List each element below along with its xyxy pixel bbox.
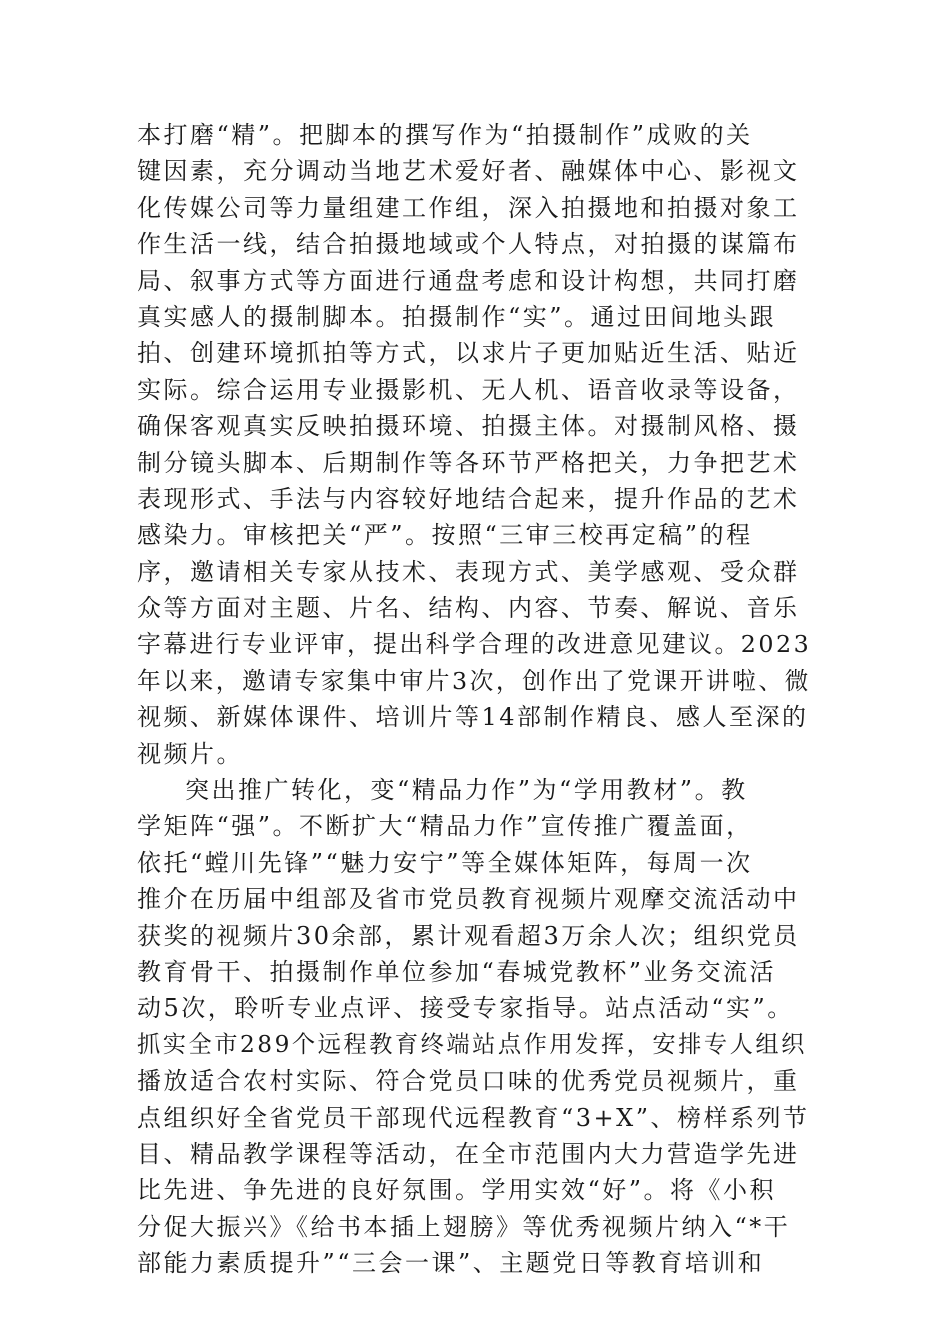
text-line: 键因素，充分调动当地艺术爱好者、融媒体中心、影视文 [137,157,800,186]
document-body [137,117,812,1282]
text-line: 实际。综合运用专业摄影机、无人机、语音收录等设备， [137,375,800,404]
text-line: 视频片。 [137,739,243,768]
text-line: 目、精品教学课程等活动，在全市范围内大力营造学先进 [137,1139,800,1168]
text-line: 抓实全市289个远程教育终端站点作用发挥，安排专人组织 [137,1030,807,1058]
text-line: 学矩阵“强”。不断扩大“精品力作”宣传推广覆盖面， [137,812,753,841]
text-line: 推介在历届中组部及省市党员教育视频片观摩交流活动中 [137,885,800,914]
text-line: 局、叙事方式等方面进行通盘考虑和设计构想，共同打磨 [137,266,800,295]
text-line: 感染力。审核把关“严”。按照“三审三校再定稿”的程 [137,521,753,550]
text-line: 部能力素质提升”“三会一课”、主题党日等教育培训和 [137,1249,765,1278]
text-line: 作生活一线，结合拍摄地域或个人特点，对拍摄的谋篇布 [137,230,800,259]
paragraph [137,117,812,772]
text-line: 拍、创建环境抓拍等方式，以求片子更加贴近生活、贴近 [137,339,800,368]
paragraph [137,772,812,1281]
text-line: 分促大振兴》《给书本插上翅膀》等优秀视频片纳入“*干 [137,1212,791,1241]
text-line: 本打磨“精”。把脚本的撰写作为“拍摄制作”成败的关 [137,121,753,149]
text-line: 真实感人的摄制脚本。拍摄制作“实”。通过田间地头跟 [137,302,777,331]
text-line: 化传媒公司等力量组建工作组，深入拍摄地和拍摄对象工 [137,193,800,222]
text-line: 表现形式、手法与内容较好地结合起来，提升作品的艺术 [137,484,800,513]
text-line: 突出推广转化，变“精品力作”为“学用教材”。教 [185,776,748,805]
text-line: 众等方面对主题、片名、结构、内容、节奏、解说、音乐 [137,594,800,623]
text-line: 视频、新媒体课件、培训片等14部制作精良、感人至深的 [137,703,809,732]
text-line: 年以来，邀请专家集中审片3次，创作出了党课开讲啦、微 [137,666,811,695]
text-line: 动5次，聆听专业点评、接受专家指导。站点活动“实”。 [137,994,794,1023]
text-line: 制分镜头脚本、后期制作等各环节严格把关，力争把艺术 [137,448,800,477]
text-line: 教育骨干、拍摄制作单位参加“春城党教杯”业务交流活 [137,957,777,986]
text-line: 点组织好全省党员干部现代远程教育“3+X”、榜样系列节 [137,1103,810,1132]
text-line: 播放适合农村实际、符合党员口味的优秀党员视频片，重 [137,1067,800,1096]
text-line: 序，邀请相关专家从技术、表现方式、美学感观、受众群 [137,557,800,586]
text-line: 获奖的视频片30余部，累计观看超3万余人次；组织党员 [137,921,800,950]
text-line: 比先进、争先进的良好氛围。学用实效“好”。将《小积 [137,1176,777,1205]
text-line: 依托“螳川先锋”“魅力安宁”等全媒体矩阵，每周一次 [137,848,753,877]
text-line: 确保客观真实反映拍摄环境、拍摄主体。对摄制风格、摄 [137,412,800,441]
text-line: 字幕进行专业评审，提出科学合理的改进意见建议。2023 [137,630,812,659]
